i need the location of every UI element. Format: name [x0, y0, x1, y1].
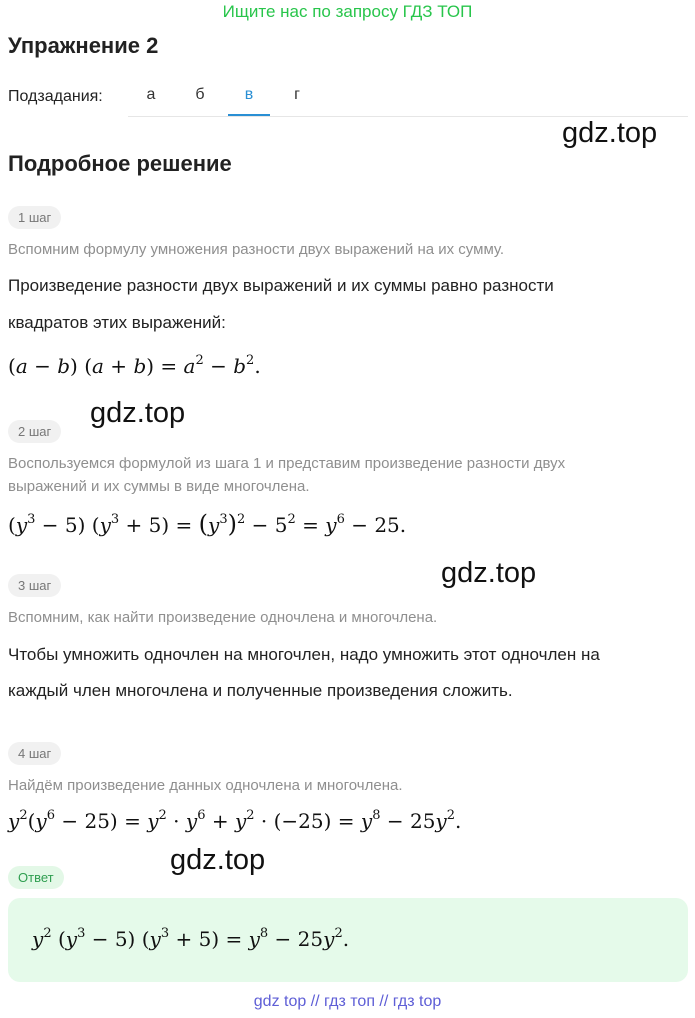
answer-formula: $y^2$ $(y^3 - 5) (y^3 + 5) = y^8 - 25y^2$. [32, 926, 350, 951]
step-text: квадратов этих выражений: [8, 313, 226, 332]
watermark: gdz.top [170, 844, 266, 876]
subtasks-label: Подзадания: [8, 88, 103, 105]
step-hint: выражений и их суммы в виде многочлена. [8, 478, 310, 495]
step-text: Произведение разности двух выражений и их суммы равно разности [8, 276, 554, 295]
promo-banner[interactable]: Ищите нас по запросу ГДЗ ТОП [222, 2, 473, 21]
step-badge: 3 шаг [8, 574, 61, 597]
step-hint: Воспользуемся формулой из шага 1 и представим произведение разности двух [8, 455, 566, 472]
formula: $(y^3 - 5) (y^3 + 5) = (y^3)^2 - 5^2 = y^6 - 25$. [8, 510, 407, 538]
tab-b[interactable]: б [195, 86, 205, 103]
watermark: gdz.top [90, 397, 186, 429]
footer-links[interactable]: gdz top // гдз топ // гдз top [253, 993, 442, 1010]
answer-badge: Ответ [8, 866, 64, 889]
watermark: gdz.top [441, 557, 537, 589]
step-badge: 4 шаг [8, 742, 61, 765]
step-hint: Найдём произведение данных одночлена и многочлена. [8, 777, 403, 794]
tab-a[interactable]: а [146, 86, 156, 103]
formula: $y^2(y^6 - 25) = y^2 \cdot y^6 + y^2 \cdot (-25) = y^8 - 25y^2$. [8, 808, 462, 833]
tab-v[interactable]: в [228, 86, 270, 104]
solution-heading: Подробное решение [8, 151, 232, 176]
step-badge: 1 шаг [8, 206, 61, 229]
watermark: gdz.top [562, 117, 658, 149]
step-hint: Вспомним, как найти произведение одночлена и многочлена. [8, 609, 438, 626]
step-badge: 2 шаг [8, 420, 61, 443]
subtasks-tabs [128, 76, 688, 117]
step-text: Чтобы умножить одночлен на многочлен, надо умножить этот одночлен на [8, 645, 600, 664]
formula: (a − b) $(a + b) = a^2 - b^2$. [8, 353, 261, 378]
step-text: каждый член многочлена и полученные произведения сложить. [8, 681, 513, 700]
tab-g[interactable]: г [294, 86, 300, 103]
page-title: Упражнение 2 [8, 33, 159, 58]
step-hint: Вспомним формулу умножения разности двух выражений на их сумму. [8, 241, 505, 258]
